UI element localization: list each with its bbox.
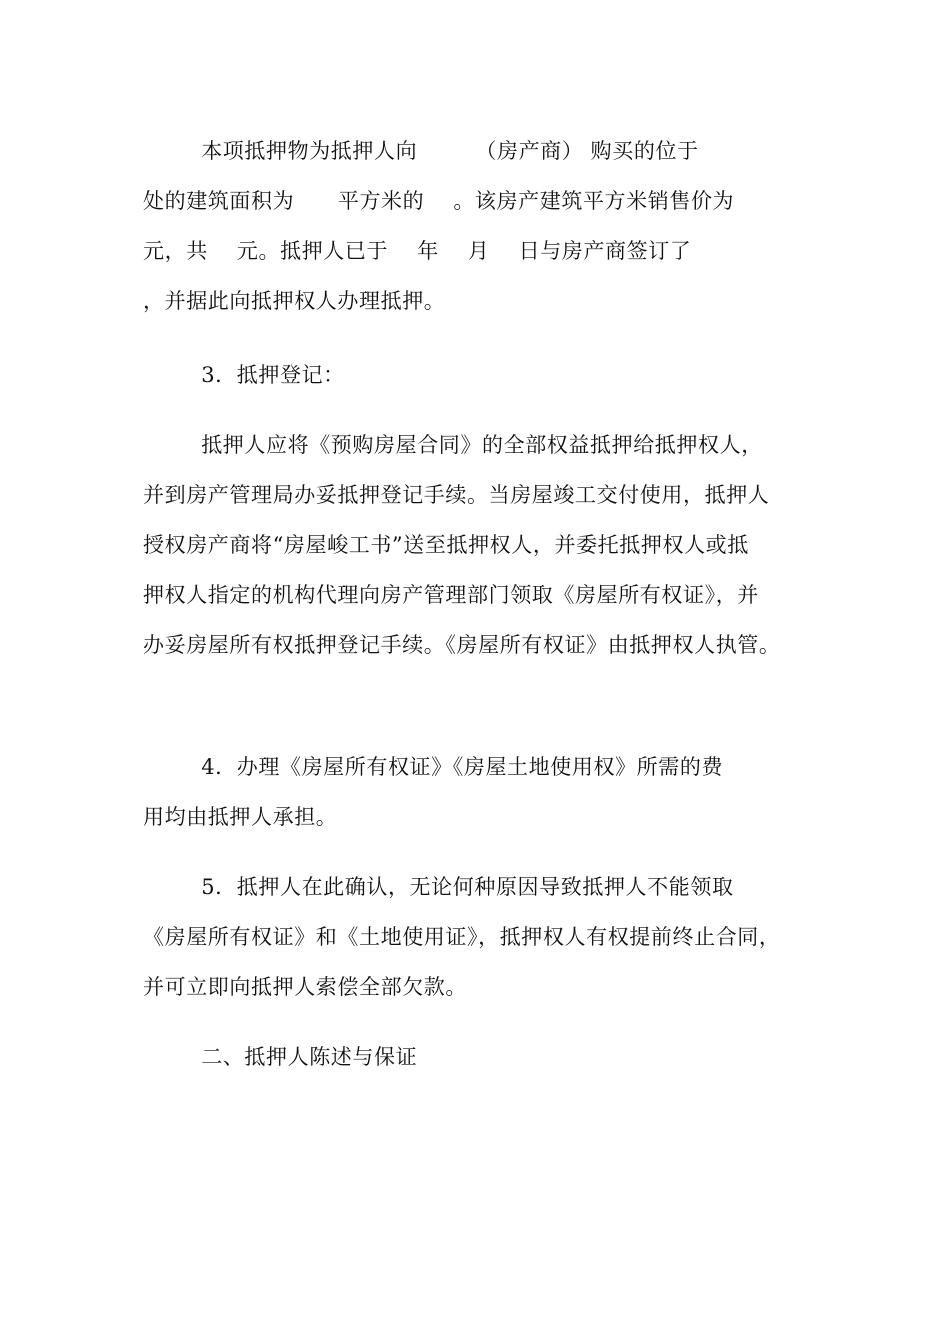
- paragraph-5-line-1: 5．抵押人在此确认，无论何种原因导致抵押人不能领取: [143, 875, 734, 899]
- paragraph-3-line-2: 并到房产管理局办妥抵押登记手续。当房屋竣工交付使用，抵押人: [143, 483, 770, 507]
- paragraph-3-line-5: 办妥房屋所有权抵押登记手续。《房屋所有权证》由抵押权人执管。: [143, 633, 781, 657]
- paragraph-4-line-1: 4．办理《房屋所有权证》《房屋土地使用权》所需的费: [143, 755, 724, 779]
- paragraph-5-line-2: 《房屋所有权证》和《土地使用证》，抵押权人有权提前终止合同，: [143, 925, 781, 949]
- paragraph-4-line-2: 用均由抵押人承担。: [143, 805, 338, 829]
- paragraph-1-line-4: ，并据此向抵押权人办理抵押。: [143, 289, 446, 313]
- paragraph-3-line-4: 押权人指定的机构代理向房产管理部门领取《房屋所有权证》，并: [143, 583, 759, 607]
- section-3-heading: 3．抵押登记：: [143, 363, 345, 387]
- paragraph-1-line-1: 本项抵押物为抵押人向 （房产商） 购买的位于: [143, 139, 699, 163]
- section-2-heading: 二、抵押人陈述与保证: [143, 1045, 418, 1069]
- paragraph-3-line-3: 授权房产商将“房屋峻工书”送至抵押权人，并委托抵押权人或抵: [143, 533, 749, 557]
- paragraph-5-line-3: 并可立即向抵押人索偿全部欠款。: [143, 975, 467, 999]
- paragraph-3-line-1: 抵押人应将《预购房屋合同》的全部权益抵押给抵押权人，: [143, 433, 763, 457]
- paragraph-1-line-3: 元，共 元。抵押人已于 年 月 日与房产商签订了: [143, 239, 692, 263]
- paragraph-1-line-2: 处的建筑面积为 平方米的 。该房产建筑平方米销售价为: [143, 189, 735, 213]
